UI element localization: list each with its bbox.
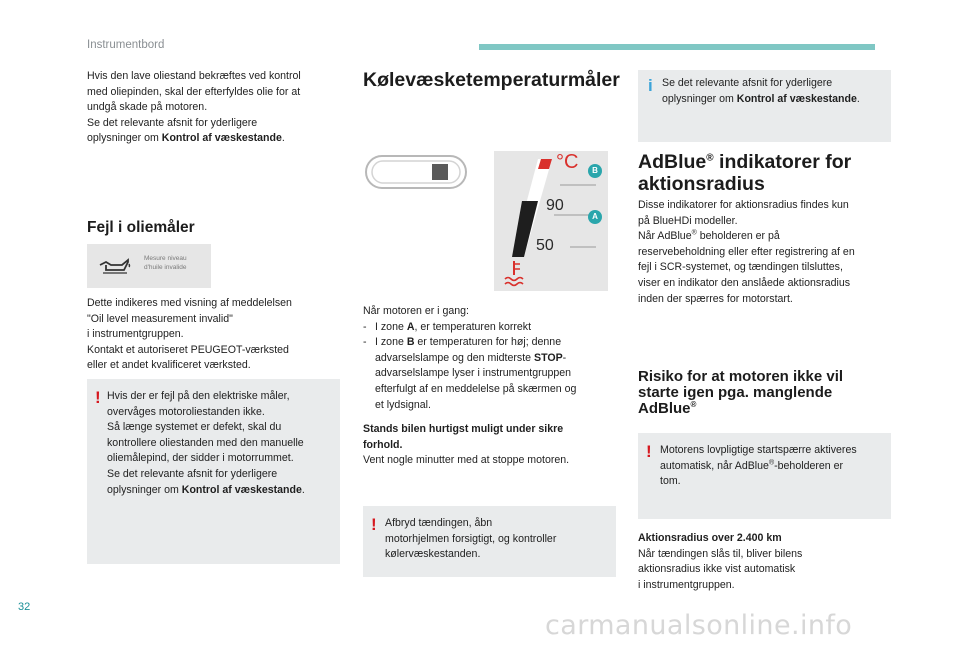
oil-gauge-fault-heading: Fejl i oliemåler: [87, 219, 195, 236]
oil-sensor-warning-note: ! Hvis der er fejl på den elektriske måler, overvåges motoroliestanden ikke. Så længe systemet er defekt, skal du kontrollere oliestanden med den manuelle oliemålepind, der sidder i motorrummet. Se det relevante afsnit for yderligere oplysninger om Kontrol af væskestande.: [87, 379, 340, 564]
info-icon: i: [648, 76, 653, 95]
adblue-risk-heading: Risiko for at motoren ikke vil starte igen pga. manglende AdBlue®: [638, 368, 844, 417]
coolant-temperature-warning-icon: [505, 261, 523, 286]
coolant-gauge-heading: Kølevæsketemperaturmåler: [363, 69, 620, 91]
gauge-label-50: 50: [536, 237, 554, 254]
page-number: 32: [18, 601, 31, 613]
zone-a-badge: A: [588, 210, 602, 224]
header-accent-bar: [479, 44, 875, 50]
adblue-heading: AdBlue® indikatorer for aktionsradius: [638, 151, 852, 195]
coolant-temperature-gauge: [494, 151, 608, 291]
gauge-label-90: 90: [546, 197, 564, 214]
adblue-start-lock-warning: ! Motorens lovpligtige startspærre aktiveres automatisk, når AdBlue®-beholderen er tom.: [638, 433, 891, 519]
zone-b-badge: B: [588, 164, 602, 178]
adblue-range-text: Aktionsradius over 2.400 km Når tændingen slås til, bliver bilens aktionsradius ikke vist automatisk i instrumentgruppen.: [638, 532, 803, 591]
watermark: carmanualsonline.info: [545, 610, 853, 641]
warning-icon: !: [95, 388, 101, 407]
oil-fault-display: [87, 244, 211, 288]
adblue-body: Disse indikatorer for aktionsradius findes kun på BlueHDi modeller. Når AdBlue® beholderen er på reservebeholdning eller efter registrering af en fejl i SCR-systemet, og tændingen tilsluttes, viser en indikator den anslåede aktionsradius inden der spærres for motorstart.: [638, 199, 855, 305]
display-message-line1: Mesure niveau: [144, 255, 187, 262]
instrument-cluster-outline-icon: [364, 152, 470, 192]
coolant-warning-note: ! Afbryd tændingen, åbn motorhjelmen forsigtigt, og kontroller kølervæskestanden.: [363, 506, 616, 577]
warning-icon: !: [371, 515, 377, 534]
coolant-zones-text: Når motoren er i gang: - I zone A, er temperaturen korrekt - I zone B er temperaturen for høj; denne advarselslampe og den midterste STOP- advarselslampe lyser i instrumentgruppen efterfulgt af en meddelelse på skærmen og et lydsignal.: [363, 305, 577, 411]
gauge-unit-label: °C: [556, 151, 579, 173]
stop-vehicle-text: Stands bilen hurtigst muligt under sikre forhold. Vent nogle minutter med at stoppe motoren.: [363, 423, 570, 467]
section-title: Instrumentbord: [87, 39, 165, 51]
display-message-line2: d'huile invalide: [144, 264, 187, 271]
oil-fault-body: Dette indikeres med visning af meddelelsen "Oil level measurement invalid" i instrumentgruppen. Kontakt et autoriseret PEUGEOT-værksted eller et andet kvalificeret værksted.: [87, 297, 292, 372]
warning-icon: !: [646, 442, 652, 461]
oil-can-icon: [97, 256, 131, 276]
fluid-levels-info-note: i Se det relevante afsnit for yderligere oplysninger om Kontrol af væskestande.: [638, 70, 891, 142]
oil-level-intro: Hvis den lave oliestand bekræftes ved kontrol med oliepinden, skal der efterfyldes olie for at undgå skade på motoren. Se det relevante afsnit for yderligere oplysninger om Kontrol af væskestande.: [87, 70, 301, 145]
